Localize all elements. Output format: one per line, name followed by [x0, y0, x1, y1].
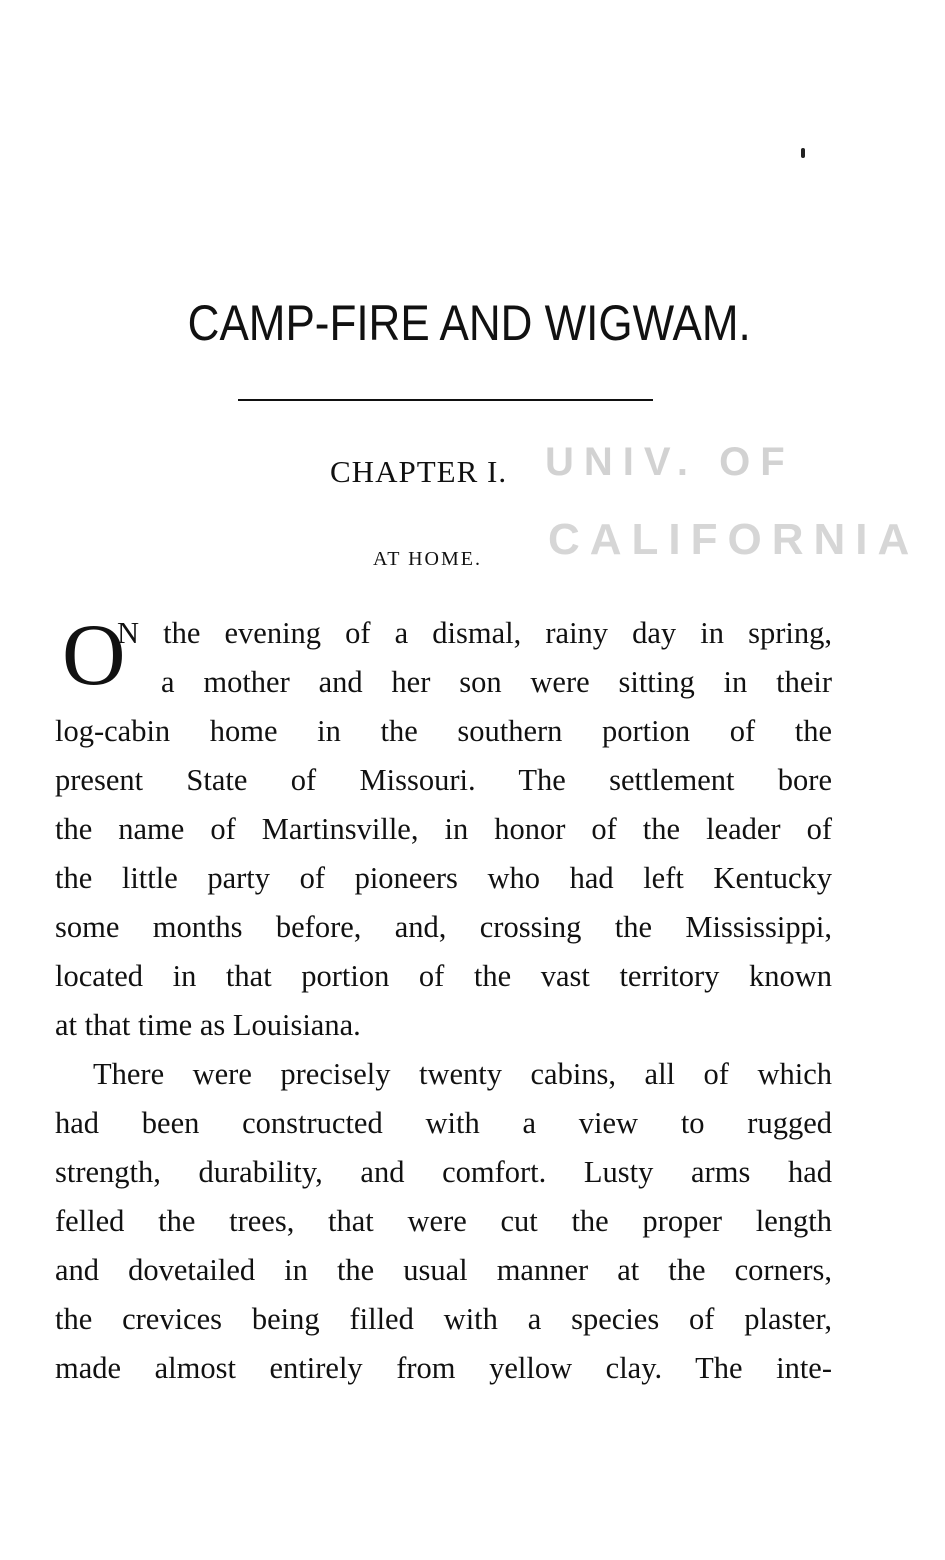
- text-line: present State of Missouri. The settlement bore: [55, 763, 832, 797]
- library-stamp-line1: UNIV. OF: [545, 440, 795, 484]
- book-title: CAMP-FIRE AND WIGWAM.: [187, 295, 751, 351]
- text-line: the name of Martinsville, in honor of the leader of: [55, 812, 832, 846]
- chapter-subtitle: AT HOME.: [373, 548, 482, 570]
- text-line: the little party of pioneers who had left Kentucky: [55, 861, 832, 895]
- text-line: at that time as Louisiana.: [55, 1008, 361, 1042]
- text-line: and dovetailed in the usual manner at the corners,: [55, 1253, 832, 1287]
- text-line: N the evening of a dismal, rainy day in spring,: [117, 616, 832, 650]
- chapter-heading: CHAPTER I.: [330, 454, 508, 489]
- text-line: There were precisely twenty cabins, all of which: [93, 1057, 832, 1091]
- text-line: log-cabin home in the southern portion of the: [55, 714, 832, 748]
- text-line: a mother and her son were sitting in their: [161, 665, 832, 699]
- ink-speck: [801, 148, 805, 158]
- text-line: located in that portion of the vast territory known: [55, 959, 832, 993]
- text-line: made almost entirely from yellow clay. The inte-: [55, 1351, 832, 1385]
- title-rule: [238, 399, 653, 401]
- text-line: strength, durability, and comfort. Lusty arms had: [55, 1155, 832, 1189]
- drop-cap: O: [62, 607, 126, 704]
- text-line: felled the trees, that were cut the proper length: [55, 1204, 832, 1238]
- text-line: the crevices being filled with a species of plaster,: [55, 1302, 832, 1336]
- text-line: had been constructed with a view to rugged: [55, 1106, 832, 1140]
- text-line: some months before, and, crossing the Mississippi,: [55, 910, 832, 944]
- body-text: [55, 609, 832, 1393]
- library-stamp-line2: CALIFORNIA: [548, 515, 920, 564]
